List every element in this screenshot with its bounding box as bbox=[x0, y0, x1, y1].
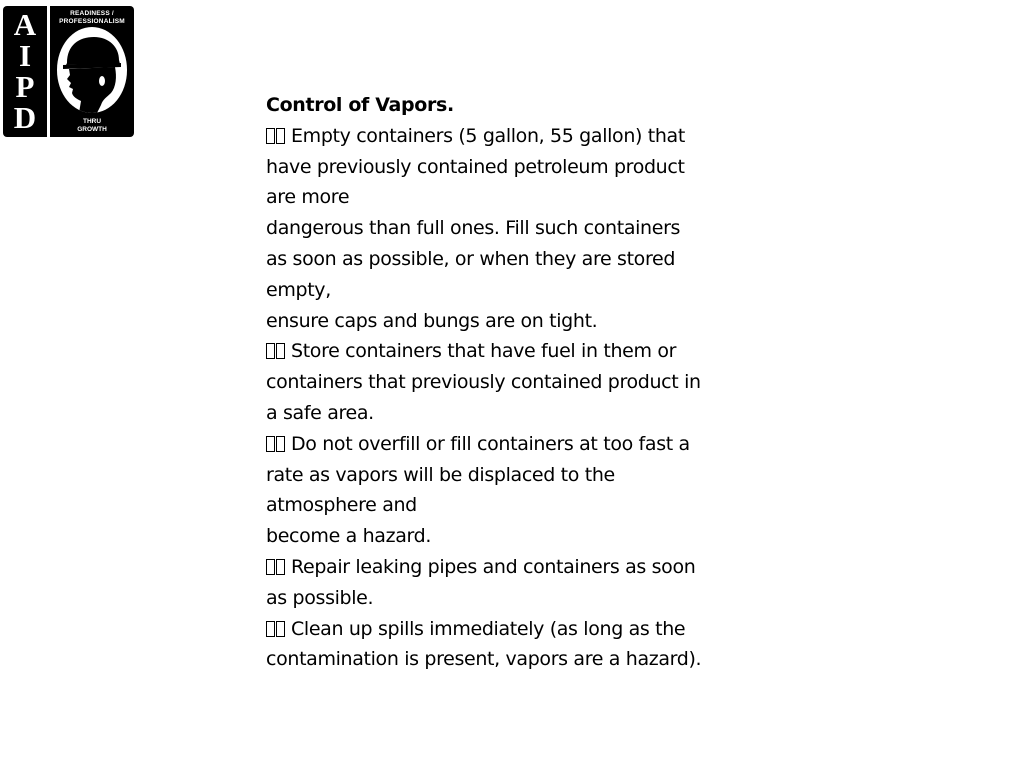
bullet-item-text: are more bbox=[266, 186, 350, 209]
bullet-item-line bbox=[266, 490, 766, 521]
box-bullet-icon bbox=[266, 343, 275, 359]
bullet-item-first-line bbox=[266, 614, 766, 645]
bullet-item-first-line bbox=[266, 121, 766, 152]
box-bullet-icon bbox=[276, 343, 285, 359]
logo-top-line-1: READINESS / bbox=[70, 10, 114, 17]
bullet-item-line bbox=[266, 182, 766, 213]
bullet-item-text: Do not overfill or fill containers at too fast a bbox=[291, 432, 690, 455]
bullet-item-line bbox=[266, 244, 766, 275]
bullet-item-text: become a hazard. bbox=[266, 525, 432, 548]
logo-letter-d: D bbox=[13, 99, 37, 135]
bullet-item-first-line bbox=[266, 429, 766, 460]
soldier-head-icon bbox=[57, 27, 127, 113]
box-bullet-icon bbox=[276, 559, 285, 575]
bullet-item-line bbox=[266, 521, 766, 552]
logo-bottom-text bbox=[50, 118, 134, 134]
bullet-item-text: as soon as possible, or when they are stored bbox=[266, 247, 676, 270]
bullet-item-text: rate as vapors will be displaced to the bbox=[266, 463, 615, 486]
box-bullet-icon bbox=[276, 621, 285, 637]
bullet-item-line bbox=[266, 275, 766, 306]
box-bullet-icon bbox=[266, 559, 275, 575]
bullet-item-text: atmosphere and bbox=[266, 494, 417, 517]
bullet-item-line bbox=[266, 398, 766, 429]
bullet-item-text: dangerous than full ones. Fill such containers bbox=[266, 217, 681, 240]
logo-bottom-line-2: GROWTH bbox=[77, 126, 107, 133]
bullet-item-text: as possible. bbox=[266, 586, 374, 609]
bullet-item-text: ensure caps and bungs are on tight. bbox=[266, 309, 598, 332]
bullet-item-first-line bbox=[266, 552, 766, 583]
bullet-item-line bbox=[266, 460, 766, 491]
bullet-list bbox=[266, 121, 766, 675]
logo-letter-i: I bbox=[18, 38, 32, 74]
logo-letter-a: A bbox=[13, 7, 37, 43]
bullet-item-text: contamination is present, vapors are a hazard). bbox=[266, 648, 702, 671]
bullet-item-line bbox=[266, 213, 766, 244]
bullet-item-line bbox=[266, 583, 766, 614]
logo-emblem bbox=[50, 6, 134, 137]
logo-letters-panel bbox=[3, 6, 47, 137]
box-bullet-icon bbox=[266, 621, 275, 637]
bullet-item-text: containers that previously contained product in bbox=[266, 371, 701, 394]
bullet-item-line bbox=[266, 367, 766, 398]
bullet-item-text: Store containers that have fuel in them or bbox=[291, 340, 677, 363]
document-heading: Control of Vapors. bbox=[266, 94, 454, 116]
bullet-item-line bbox=[266, 306, 766, 337]
bullet-item-text: Clean up spills immediately (as long as the bbox=[291, 617, 686, 640]
bullet-item-text: Repair leaking pipes and containers as soon bbox=[291, 555, 696, 578]
box-bullet-icon bbox=[266, 128, 275, 144]
bullet-item-first-line bbox=[266, 336, 766, 367]
bullet-item-line bbox=[266, 152, 766, 183]
bullet-item-text: have previously contained petroleum product bbox=[266, 155, 685, 178]
bullet-item-line bbox=[266, 644, 766, 675]
document-body bbox=[266, 90, 766, 675]
bullet-item-text: a safe area. bbox=[266, 401, 374, 424]
logo-top-text bbox=[50, 10, 134, 26]
bullet-item-text: Empty containers (5 gallon, 55 gallon) that bbox=[291, 124, 685, 147]
logo-bottom-line-1: THRU bbox=[82, 118, 102, 125]
box-bullet-icon bbox=[266, 436, 275, 452]
box-bullet-icon bbox=[276, 128, 285, 144]
logo-top-line-2: PROFESSIONALISM bbox=[59, 18, 125, 25]
bullet-item-text: empty, bbox=[266, 278, 331, 301]
logo-letter-p: P bbox=[15, 68, 35, 104]
aipd-logo bbox=[3, 6, 134, 137]
box-bullet-icon bbox=[276, 436, 285, 452]
